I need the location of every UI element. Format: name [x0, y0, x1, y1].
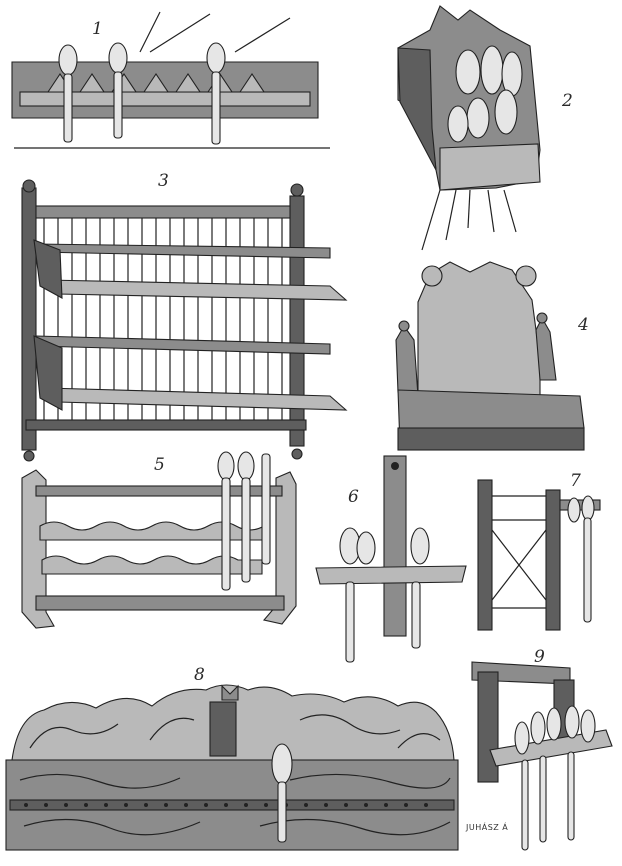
figure-1-spoon-rack-strip: [12, 12, 330, 148]
figure-2-spoon-box: [398, 6, 573, 250]
figure-label-9: 9: [534, 647, 545, 667]
figure-5-spoon-rack: [22, 452, 296, 628]
figure-label-2: 2: [562, 91, 573, 111]
figure-3-plate-rack: [22, 171, 346, 461]
figure-7-folding-rack: [478, 471, 600, 630]
figure-8-openwork-rack: [6, 665, 458, 850]
figure-6-spoon-holder: [316, 456, 466, 662]
figure-label-1: 1: [92, 19, 103, 39]
figure-4-carved-shelf: [396, 262, 589, 450]
figure-label-5: 5: [154, 455, 165, 475]
figure-label-8: 8: [194, 665, 205, 685]
figure-label-7: 7: [570, 471, 581, 491]
figure-label-4: 4: [578, 315, 589, 335]
figure-label-3: 3: [158, 171, 169, 191]
artist-signature: JUHÁSZ Á: [466, 823, 509, 832]
figure-9-hanging-rack: [472, 647, 612, 850]
figure-label-6: 6: [348, 487, 359, 507]
